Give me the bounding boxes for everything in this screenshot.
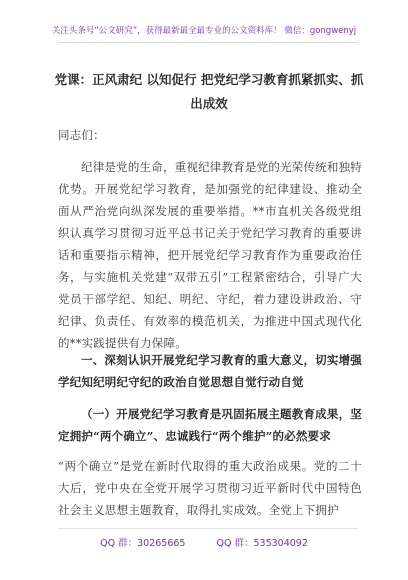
footer-qq-group-2: QQ 群：535304092 xyxy=(216,538,308,549)
body-paragraph: “两个确立”是党在新时代取得的重大政治成果。党的二十大后，党中央在全党开展学习贯彻习近平新时代中国特色社会主义思想主题教育，取得扎实成效。全党上下拥护 xyxy=(58,459,362,517)
footer-divider xyxy=(58,528,358,529)
document-title: 党课：正风肃纪 以知促行 把党纪学习教育抓紧抓实、抓出成效 xyxy=(54,72,364,111)
section-heading: 一、深刻认识开展党纪学习教育的重大意义，切实增强学纪知纪明纪守纪的政治自觉思想自觉行动自觉 xyxy=(58,353,362,389)
footer xyxy=(0,535,408,549)
footer-qq-group-1: QQ 群：30265665 xyxy=(100,538,186,549)
subsection-heading: （一）开展党纪学习教育是巩固拓展主题教育成果，坚定拥护“两个确立”、忠诚践行“两个维护”的必然要求 xyxy=(58,407,362,443)
header-banner: 关注头条号“公文研究”，获得最新最全最专业的公文资料库！ 微信：gongwenyj xyxy=(51,26,357,36)
greeting: 同志们： xyxy=(58,128,105,142)
body-paragraph: 纪律是党的生命，重视纪律教育是党的光荣传统和独特优势。开展党纪学习教育，是加强党的纪律建设、推动全面从严治党向纵深发展的重要举措。**市直机关各级党组织认真学习贯彻习近平总书记关于党纪学习教育的重要讲话和重要指示精神，把开展党纪学习教育作为重要政治任务，与实施机关党建“双带五引”工程紧密结合，引导广大党员干部学纪、知纪、明纪、守纪，着力建设讲政治、守纪律、负责任、有效率的模范机关，为推进中国式现代化的**实践提供有力保障。 xyxy=(58,160,362,350)
header-divider xyxy=(58,42,358,43)
